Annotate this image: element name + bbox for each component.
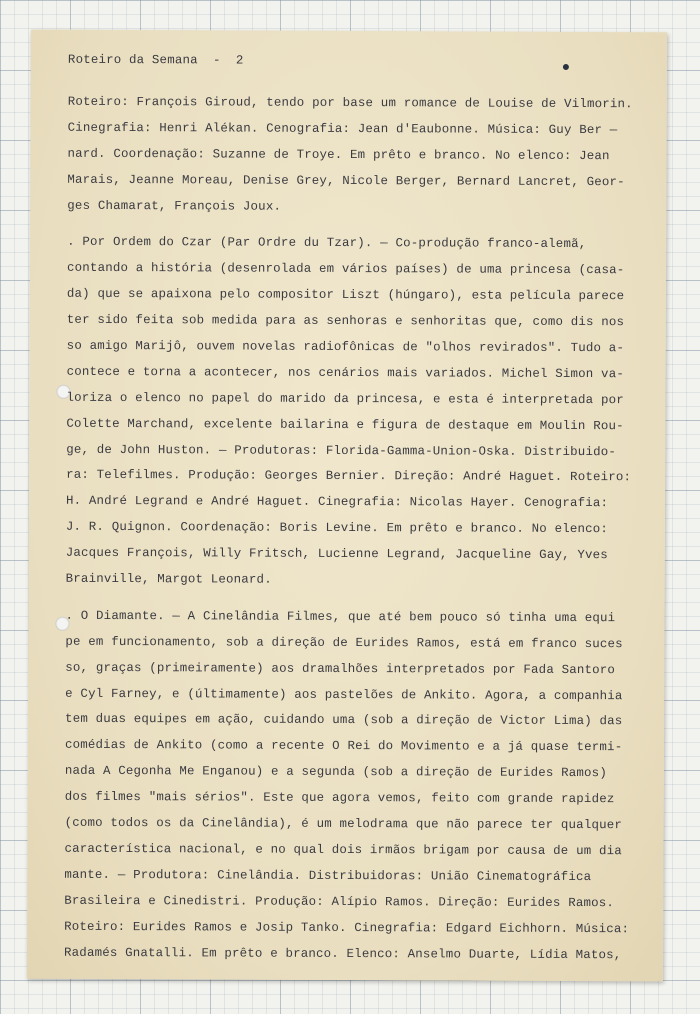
text-line: da) que se apaixona pelo compositor Liszt (húngaro), esta película parece bbox=[66, 287, 625, 304]
text-line: . O Diamante. — A Cinelândia Filmes, que até bem pouco só tinha uma equi bbox=[65, 608, 616, 626]
text-line: comédias de Ankito (como a recente O Rei do Movimento e a já quase termi- bbox=[64, 738, 623, 755]
text-line: Marais, Jeanne Moreau, Denise Grey, Nicole Berger, Bernard Lancret, Geor- bbox=[67, 172, 625, 189]
text-line: Radamés Gnatalli. Em prêto e branco. Elenco: Anselmo Duarte, Lídia Matos, bbox=[64, 945, 622, 962]
text-line: Roteiro: François Giroud, tendo por base um romance de Louise de Vilmorin. bbox=[67, 94, 633, 112]
text-line: Colette Marchand, excelente bailarina e figura de destaque em Moulin Rou- bbox=[66, 416, 624, 433]
text-line: contando a história (desenrolada em vários países) de uma princesa (casa- bbox=[67, 261, 625, 278]
text-line: ge, de John Huston. — Produtoras: Florida-Gamma-Union-Oska. Distribuido- bbox=[66, 442, 617, 459]
typewritten-page bbox=[27, 30, 667, 982]
text-line: Brasileira e Cinedistri. Produção: Alípio Ramos. Direção: Eurides Ramos. bbox=[64, 893, 615, 910]
paragraph-por-ordem-do-czar bbox=[66, 230, 647, 595]
text-line: Roteiro: Eurides Ramos e Josip Tanko. Cinegrafia: Edgard Eichhorn. Música: bbox=[64, 919, 630, 936]
paragraph-credits bbox=[67, 90, 647, 222]
page-text bbox=[64, 50, 647, 980]
text-line: Cinegrafia: Henri Alékan. Cenografia: Jean d'Eaubonne. Música: Guy Ber — bbox=[67, 120, 618, 138]
text-line: ra: Telefilmes. Produção: Georges Bernier. Direção: André Haguet. Roteiro: bbox=[66, 468, 632, 485]
text-line: so amigo Marijô, ouvem novelas radiofônicas de "olhos revirados". Tudo a- bbox=[66, 338, 625, 356]
text-line: loriza o elenco no papel do marido da princesa, e esta é interpretada por bbox=[66, 390, 624, 408]
page-header: Roteiro da Semana - 2 bbox=[67, 52, 244, 68]
text-line: nard. Coordenação: Suzanne de Troye. Em prêto e branco. No elenco: Jean bbox=[67, 146, 610, 163]
text-line: ter sido feita sob medida para as senhoras e senhoritas que, como dis nos bbox=[66, 312, 625, 330]
text-line: nada A Cegonha Me Enganou) e a segunda (sob a direção de Eurides Ramos) bbox=[64, 764, 608, 781]
text-line: Brainville, Margot Leonard. bbox=[65, 571, 272, 587]
text-line: dos filmes "mais sérios". Este que agora vemos, feito com grande rapidez bbox=[64, 789, 615, 807]
text-line: (como todos os da Cinelândia), é um melodrama que não parece ter qualquer bbox=[64, 815, 623, 833]
text-line: J. R. Quignon. Coordenação: Boris Levine. Em prêto e branco. No elenco: bbox=[65, 520, 609, 537]
text-line: . Por Ordem do Czar (Par Ordre du Tzar). — Co-produção franco-alemã, bbox=[67, 235, 587, 252]
text-line: mante. — Produtora: Cinelândia. Distribuidoras: União Cinematográfica bbox=[64, 867, 592, 884]
text-line: so, graças (primeiramente) aos dramalhões interpretados por Fada Santoro bbox=[65, 660, 616, 677]
text-line: contece e torna a acontecer, nos cenários mais variados. Michel Simon va- bbox=[66, 364, 625, 382]
text-line: tem duas equipes em ação, cuidando uma (sob a direção de Victor Lima) das bbox=[65, 712, 623, 729]
text-line: e Cyl Farney, e (últimamente) aos pastelões de Ankito. Agora, a companhia bbox=[65, 686, 623, 703]
text-line: H. André Legrand e André Haguet. Cinegrafia: Nicolas Hayer. Cenografia: bbox=[65, 494, 609, 511]
text-line: pe em funcionamento, sob a direção de Eurides Ramos, está em franco suces bbox=[65, 634, 623, 652]
text-line: Jacques François, Willy Fritsch, Lucienne Legrand, Jacqueline Gay, Yves bbox=[65, 545, 608, 563]
text-line: característica nacional, e no qual dois irmãos brigam por causa de um dia bbox=[64, 841, 622, 859]
text-line: ges Chamarat, François Joux. bbox=[67, 198, 282, 214]
paragraph-o-diamante bbox=[64, 604, 645, 969]
